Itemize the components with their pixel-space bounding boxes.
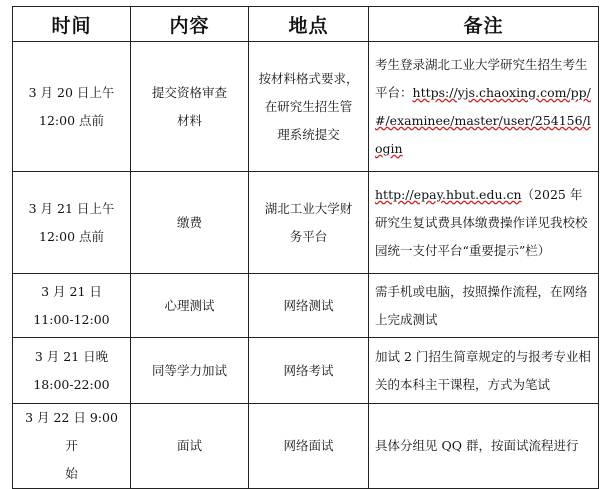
time-line: 3 月 21 日 [41,283,102,299]
content-line: 缴费 [176,214,202,230]
cell-note: 加试 2 门招生简章规定的与报考专业相关的本科主干课程，方式为笔试 [369,338,599,404]
place-line: 理系统提交 [277,126,340,142]
cell-time [13,42,131,172]
table-row [13,404,599,489]
header-time: 时间 [13,7,131,42]
cell-time [13,338,131,404]
note-text: 考生登录湖北工业大学研究生招生考生平台： [375,56,588,100]
cell-note [369,42,599,172]
time-line: 12:00 点前 [39,112,104,128]
time-line: 18:00-22:00 [33,376,110,392]
header-note: 备注 [369,7,599,42]
note-text: （2025 年研究生复试费具体缴费操作详见我校校园统一支付平台“重要提示”栏） [375,186,588,258]
place-line: 务平台 [289,228,328,244]
cell-place: 网络测试 [249,274,369,338]
table-row [13,42,599,172]
cell-note: 具体分组见 QQ 群，按面试流程进行 [369,404,599,489]
time-line: 3 月 21 日晚 [34,348,109,364]
place-line: 按材料格式要求， [258,70,359,86]
place-line: 在研究生招生管 [264,98,353,114]
place-line: 湖北工业大学财 [264,200,353,216]
content-line: 材料 [176,112,202,128]
table-row [13,172,599,274]
content-line: 提交资格审查 [151,84,227,100]
cell-content: 同等学力加试 [131,338,249,404]
cell-place: 网络考试 [249,338,369,404]
table-row [13,274,599,338]
cell-note [369,172,599,274]
header-place: 地点 [249,7,369,42]
time-line: 3 月 21 日上午 [28,200,115,216]
cell-place [249,42,369,172]
note-link[interactable]: https://yjs.chaoxing.com/pp/#/examinee/master/user/254156/login [375,84,591,156]
schedule-table [12,6,599,489]
cell-content: 心理测试 [131,274,249,338]
time-line: 始 [65,466,78,481]
cell-time [13,404,131,489]
cell-content [131,172,249,274]
cell-note: 需手机或电脑，按照操作流程，在网络上完成测试 [369,274,599,338]
cell-time [13,172,131,274]
table-row [13,338,599,404]
time-line: 11:00-12:00 [33,311,110,327]
cell-place [249,172,369,274]
time-line: 12:00 点前 [39,228,104,244]
time-line: 3 月 22 日 9:00 开 [25,410,118,453]
time-line: 3 月 20 日上午 [28,84,115,100]
note-link[interactable]: http://epay.hbut.edu.cn [375,186,522,202]
cell-content [131,42,249,172]
cell-place: 网络面试 [249,404,369,489]
header-row [13,7,599,42]
header-content: 内容 [131,7,249,42]
cell-time [13,274,131,338]
cell-content: 面试 [131,404,249,489]
